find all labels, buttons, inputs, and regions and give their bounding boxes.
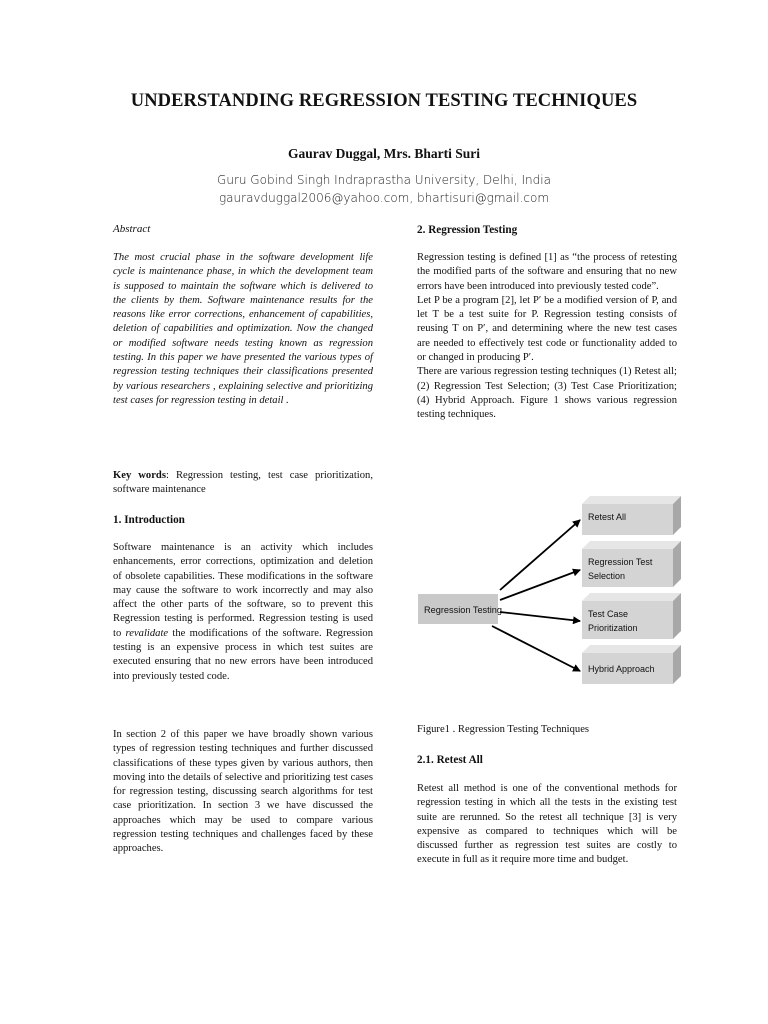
intro-paragraph-1: Software maintenance is an activity which includes enhancements, error corrections, optimization and deletion of obsolete capabilities. These modifications in the software may cause the software to work incorrectly and may also affect the other parts of the software, so to prevent this Regression testing is performed. Regression testing is used to revalidate the modifications of the software. Regression testing is an expensive process in which test suites are executed ensuring that no new errors have been introduced into previously tested code. bbox=[113, 542, 373, 682]
arrow-to-selection bbox=[500, 570, 580, 600]
section2-text bbox=[417, 251, 677, 423]
box-retest-all bbox=[582, 496, 681, 535]
root-box bbox=[418, 594, 502, 624]
section2-paragraph-2: Let P be a program [2], let P′ be a modified version of P, and let T be a test suite for P. Regression testing consists of reusing T on P′, and determining where the new test cases are needed to effectively test code or functionality added to or changed in producing P′. bbox=[417, 294, 677, 364]
retest-all-label: Retest All bbox=[588, 512, 627, 522]
box-test-case-prioritization bbox=[582, 593, 681, 639]
tcp-label-line1: Test Case bbox=[588, 609, 629, 619]
abstract-label: Abstract bbox=[113, 223, 151, 235]
figure-caption: Figure1 . Regression Testing Techniques bbox=[417, 724, 590, 735]
arrow-to-hybrid bbox=[492, 626, 580, 671]
tcp-label-line2: Prioritization bbox=[588, 623, 638, 633]
abstract-text: The most crucial phase in the software development life cycle is maintenance phase, in which the development team is supposed to maintain the software which is delivered to the clients by them. Software maintenance results for the reasons like error corrections, enhancement of capabilities, deletion of capabilities and optimization. Now the changed or modified software needs testing known as regression testing. In this paper we have presented the various types of regression testing techniques their classifications presented by various researchers , explaining selective and prioritizing test cases for regression testing in detail . bbox=[113, 252, 373, 406]
keywords-text: : Regression testing, test case prioritization, software maintenance bbox=[113, 470, 373, 496]
root-label: Regression Testing bbox=[424, 605, 502, 615]
section2-heading: 2. Regression Testing bbox=[417, 224, 518, 236]
rts-label-line1: Regression Test bbox=[588, 557, 653, 567]
section21-paragraph: Retest all method is one of the conventional methods for regression testing in which all the tests in the existing test suite are rerunned. So the retest all technique [3] is very expensive as compared to techniques which will be discussed further as regression test suites are costly to execute in full as it require more time and budget. bbox=[417, 783, 677, 866]
keywords bbox=[113, 469, 373, 498]
section2-paragraph-3: There are various regression testing techniques (1) Retest all; (2) Regression Test Selection; (3) Test Case Prioritization; (4) Hybrid Approach. Figure 1 shows various regression testing techniques. bbox=[417, 366, 677, 421]
keywords-label: Key words bbox=[113, 470, 166, 481]
intro-heading: 1. Introduction bbox=[113, 514, 185, 526]
box-regression-test-selection bbox=[582, 541, 681, 587]
paper-authors: Gaurav Duggal, Mrs. Bharti Suri bbox=[287, 146, 480, 161]
regression-techniques-diagram bbox=[412, 490, 692, 700]
author-emails: gauravduggal2006@yahoo.com, bhartisuri@gmail.com bbox=[218, 191, 550, 205]
intro-paragraph-2: In section 2 of this paper we have broadly shown various types of regression testing techniques and further discussed classifications of these types given by various authors, then moving into the details of selective and prioritizing test cases for regression testing, discussing search algorithms for test case prioritization. In section 3 we have discussed the approaches which may be used to compare various regression testing techniques and challenges faced by these approaches. bbox=[113, 729, 373, 855]
arrow-to-retest-all bbox=[500, 520, 580, 590]
section2-paragraph-1: Regression testing is defined [1] as “the process of retesting the modified parts of the software and ensuring that no new errors have been introduced into previously tested code”. bbox=[417, 252, 677, 292]
box-hybrid-approach bbox=[582, 645, 681, 684]
paper-title: UNDERSTANDING REGRESSION TESTING TECHNIQUES bbox=[130, 91, 638, 111]
section21-heading: 2.1. Retest All bbox=[417, 754, 483, 766]
affiliation: Guru Gobind Singh Indraprastha University, Delhi, India bbox=[217, 173, 551, 187]
arrow-to-prioritization bbox=[500, 612, 580, 621]
rts-label-line2: Selection bbox=[588, 571, 626, 581]
hybrid-label: Hybrid Approach bbox=[588, 664, 655, 674]
